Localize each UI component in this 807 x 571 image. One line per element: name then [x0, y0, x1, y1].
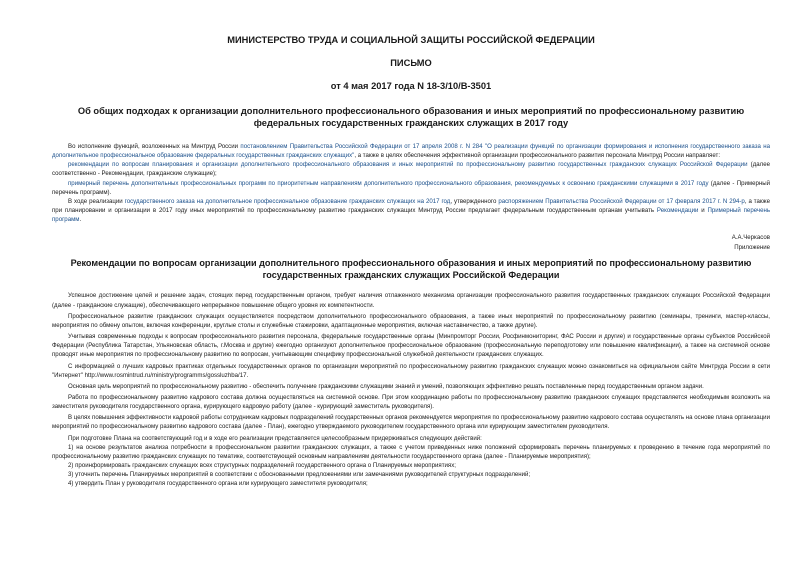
intro-paragraph-4: В ходе реализации государственного заказа на дополнительное профессиональное образование гражданских служащих на 2017 год, утвержденного распоряжением Правительства Российской Федерации от 17 февраля 2017 г. N 294-р, а также при планировании и организации в 2017 году иных мероприятий по профессиональному развитию гражданских служащих Минтруд России предлагает федеральным государственным органам учитывать Рекомендации и Примерный перечень программ. [52, 197, 771, 224]
body-paragraph: Основная цель мероприятий по профессиональному развитию - обеспечить получение гражданскими служащими знаний и умений, позволяющих эффективно решать поставленные перед государственным органом задачи. [68, 382, 704, 390]
body-paragraph: При подготовке Плана на соответствующий год и в ходе его реализации представляется целесообразным придерживаться следующих действий: [68, 434, 482, 442]
state-order-link[interactable]: государственного заказа на дополнительное профессиональное образование гражданских служащих на 2017 год [124, 197, 451, 205]
body-paragraph: В целях повышения эффективности кадровой работы сотрудникам кадровых подразделений государственных органов рекомендуется мероприятия по профессиональному развитию кадрового состава осуществлять на основе плана организации мероприятий по профессиональному развитию кадрового состава (далее - План), ежегодно утверждаемого руководителем государственного органа или курирующим заместителем руководителя. [52, 414, 770, 431]
recommendations-link[interactable]: рекомендации по вопросам планирования и организации дополнительного профессионального образования и иных мероприятий по профессиональному развитию государственных гражданских служащих Российской Федерации [68, 161, 748, 169]
resolution-284-link[interactable]: постановлением Правительства Российской Федерации от 17 апреля 2008 г. N 284 "О реализации функций по организации формирования и исполнения государственного заказа на дополнительное профессиональное образование федеральных государственных гражданских служащих" [52, 143, 771, 160]
list-item: 2) проинформировать гражданских служащих всех структурных подразделений государственного органа о Планируемых мероприятиях; [68, 462, 456, 470]
intro-paragraph-2: рекомендации по вопросам планирования и организации дополнительного профессионального образования и иных мероприятий по профессиональному развитию государственных гражданских служащих Российской Федерации (далее соответственно - Рекомендации, гражданские служащие); [52, 161, 770, 178]
annex-label: Приложение [734, 244, 770, 252]
document-subject: Об общих подходах к организации дополнительного профессионального образования и иных мероприятий по профессиональному развитию федеральных государственных гражданских служащих в 2017 году [77, 106, 745, 128]
intro-paragraph-3: примерный перечень дополнительных профессиональных программ по приоритетным направлениям дополнительного профессионального образования, рекомендуемых к освоению гражданскими служащими в 2017 году (далее - Примерный перечень программ). [52, 179, 770, 196]
document-type: ПИСЬМО [390, 58, 432, 68]
list-item: 3) уточнить перечень Планируемых мероприятий в соответствии с обоснованными предложениями или замечаниями руководителей структурных подразделений; [68, 471, 531, 479]
annex-title: Рекомендации по вопросам организации дополнительного профессионального образования и иных мероприятий по профессиональному развитию государственных гражданских служащих Российской Федерации [70, 258, 752, 281]
document-date-number: от 4 мая 2017 года N 18-3/10/В-3501 [330, 81, 492, 91]
letter-page [52, 34, 770, 489]
ministry-heading: МИНИСТЕРСТВО ТРУДА И СОЦИАЛЬНОЙ ЗАЩИТЫ РОССИЙСКОЙ ФЕДЕРАЦИИ [227, 35, 595, 45]
list-item: 1) на основе результатов анализа потребности в профессиональном развитии гражданских служащих, а также с учетом приведенных ниже положений сформировать перечень планируемых к проведению в течение года мероприятий по профессиональному развитию гражданских служащих по тематике, соответствующей основным направлениям деятельности государственного органа (далее - Планируемые мероприятия); [52, 443, 770, 460]
recommendations-ref-link[interactable]: Рекомендации [656, 207, 699, 215]
program-list-ref-link[interactable]: Примерный перечень программ [52, 207, 770, 224]
program-list-link[interactable]: примерный перечень дополнительных профессиональных программ по приоритетным направлениям дополнительного профессионального образования, рекомендуемых к освоению гражданскими служащими в 2017 году [68, 179, 709, 187]
body-paragraph: С информацией о лучших кадровых практиках отдельных государственных органов по организации мероприятий по профессиональному развитию гражданских служащих можно ознакомиться на официальном сайте Минтруда России в сети "Интернет" http://www.rosmintrud.ru/ministry/programms/gossluzhba/17. [52, 362, 770, 379]
body-paragraph: Успешное достижение целей и решение задач, стоящих перед государственным органом, требует наличия отлаженного механизма организации профессионального развития государственных гражданских служащих Российской Федерации (далее - гражданские служащие), обеспечивающего непрерывное повышение общего уровня их компетентности. [52, 292, 770, 309]
intro-paragraph-1: Во исполнение функций, возложенных на Минтруд России постановлением Правительства Российской Федерации от 17 апреля 2008 г. N 284 "О реализации функций по организации формирования и исполнения государственного заказа на дополнительное профессиональное образование федеральных государственных гражданских служащих", а также в целях обеспечения эффективной организации профессионального развития персонала Минтруд России направляет: [52, 143, 771, 160]
order-294r-link[interactable]: распоряжением Правительства Российской Федерации от 17 февраля 2017 г. N 294-р [498, 197, 745, 205]
list-item: 4) утвердить План у руководителя государственного органа или курирующего заместителя руководителя; [68, 480, 368, 488]
body-paragraph: Учитывая современные подходы к вопросам профессионального развития персонала, федеральные государственные органы (Минпромторг России, Росфинмониторинг, ФАС России и другие) и государственные органы субъектов Российской Федерации (Республика Татарстан, Ульяновская область, г.Москва и другие) ежегодно организуют дополнительное профессиональное образование (профессиональную переподготовку или повышение квалификации), а также на системной основе проводят иные мероприятия по профессиональному развитию по вопросам, учитывающим специфику профессиональной служебной деятельности гражданских служащих. [52, 333, 770, 359]
body-paragraph: Профессиональное развитие гражданских служащих осуществляется посредством дополнительного профессионального образования, а также иных мероприятий по профессиональному развитию (семинары, тренинги, мастер-классы, мероприятия по обмену опытом, включая конференции, круглые столы и служебные стажировки, адаптационные мероприятия, включая наставничество, а также другие). [52, 312, 770, 329]
signature: А.А.Черкасов [731, 234, 770, 242]
body-paragraph: Работа по профессиональному развитию кадрового состава должна осуществляться на системной основе. При этом координацию работы по профессиональному развитию гражданских служащих представляется необходимым возложить на заместителя руководителя государственного органа, курирующего кадровую работу (далее - курирующий заместитель руководителя). [52, 393, 770, 411]
